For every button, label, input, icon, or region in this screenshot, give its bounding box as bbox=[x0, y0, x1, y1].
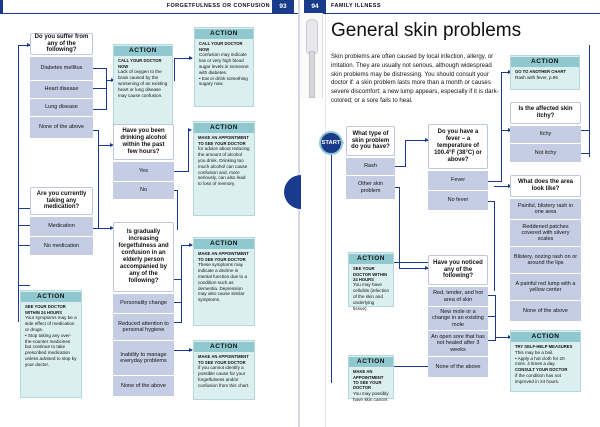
action-subheading: TRY SELF-HELP MEASURES bbox=[515, 344, 573, 350]
right-page-margin-rule bbox=[325, 14, 326, 427]
action-appointment-symptoms bbox=[193, 237, 255, 326]
action-appointment-unknown bbox=[193, 340, 255, 400]
connector-line bbox=[174, 58, 175, 81]
connector-line bbox=[93, 88, 107, 89]
connector-line bbox=[405, 140, 406, 167]
action-bullet: • Apply a hot cloth for 20 mins. 4 times a day. bbox=[515, 355, 565, 367]
action-heading: ACTION bbox=[195, 29, 253, 39]
connector-line bbox=[106, 68, 107, 110]
connector-line bbox=[495, 295, 496, 341]
option-not-itchy[interactable]: Not itchy bbox=[510, 143, 581, 162]
connector-line bbox=[494, 201, 495, 291]
option-silvery-scales[interactable]: Reddened patches covered with silvery scales bbox=[510, 219, 581, 246]
action-go-to-chart bbox=[510, 55, 580, 90]
option-personality-change[interactable]: Personality change bbox=[113, 293, 174, 313]
question-area-look: What does the area look like? bbox=[510, 175, 581, 197]
question-skin-problem: What type of skin problem do you have? bbox=[346, 126, 395, 156]
action-text: You may have cellulitis (infection of the skin and underlying tissue). bbox=[353, 282, 389, 311]
option-heart-disease[interactable]: Heart disease bbox=[30, 80, 93, 98]
action-text-consult: if the condition has not improved in 24 hours. bbox=[515, 372, 561, 384]
option-everyday-problems[interactable]: Inability to manage everyday problems bbox=[113, 340, 174, 375]
action-appointment-skin-cancer bbox=[348, 355, 394, 402]
option-alcohol-no[interactable]: No bbox=[113, 181, 174, 199]
connector-line bbox=[174, 171, 189, 172]
option-red-tender-skin[interactable]: Red, tender, and hot area of skin bbox=[428, 286, 488, 306]
thermometer-probe bbox=[309, 51, 315, 98]
connector-line bbox=[93, 109, 107, 110]
arrow-head bbox=[189, 56, 193, 60]
connector-line bbox=[93, 68, 107, 69]
question-suffer: Do you suffer from any of the following? bbox=[30, 33, 93, 55]
action-heading: ACTION bbox=[114, 46, 172, 56]
action-text: You may possibly have skin cancer. bbox=[353, 390, 389, 402]
option-other-skin-problem[interactable]: Other skin problem bbox=[346, 175, 395, 199]
action-subheading: CALL YOUR DOCTOR NOW bbox=[118, 58, 162, 69]
option-personal-hygiene[interactable]: Reduced attention to personal hygiene bbox=[113, 313, 174, 340]
action-subheading: MAKE AN APPOINTMENT TO SEE YOUR DOCTOR bbox=[353, 369, 384, 391]
action-text: These symptoms may indicate a decline in mental function due to a condition such as dementia. Depression may also cause similar symptoms. bbox=[198, 262, 248, 303]
page-title: General skin problems bbox=[331, 20, 522, 41]
option-none-suffer[interactable]: None of the above bbox=[30, 116, 93, 138]
intro-paragraph: Skin problems are often caused by local infection, allergy, or irritation. They are usually not serious, although widespread skin problems may be distressing. You should consult your doctor if: a skin problem lasts more than a month or causes severe discomfort; a new lump appears, especially if it is dark-colored; or a sore fails to heal. bbox=[331, 53, 499, 105]
connector-line bbox=[18, 45, 19, 322]
question-fever: Do you have a fever – a temperature of 100.4°F (38°C) or above? bbox=[428, 124, 488, 169]
action-heading: ACTION bbox=[194, 123, 254, 133]
action-bullet: • Eat or drink something sugary now. bbox=[199, 75, 248, 87]
option-new-mole[interactable]: New mole or a change in an existing mole bbox=[428, 306, 488, 330]
right-header-title: FAMILY ILLNESS bbox=[331, 3, 381, 9]
action-doctor-24h-cellulitis bbox=[348, 252, 394, 311]
option-red-lump[interactable]: A painful red lump with a yellow center bbox=[510, 273, 581, 300]
option-alcohol-yes[interactable]: Yes bbox=[113, 161, 174, 181]
action-self-help-boil bbox=[510, 330, 581, 392]
connector-line bbox=[181, 245, 182, 323]
left-header bbox=[0, 0, 270, 14]
action-subheading: MAKE AN APPOINTMENT TO SEE YOUR DOCTOR bbox=[198, 135, 249, 146]
start-marker: START bbox=[319, 131, 343, 155]
question-itchy: Is the affected skin itchy? bbox=[510, 102, 581, 124]
left-page-number: 93 bbox=[272, 0, 294, 14]
action-text: if you cannot identify a possible cause for your forgetfulness and/or confusion from this chart. bbox=[198, 365, 250, 388]
option-diabetes[interactable]: Diabetes mellitus bbox=[30, 56, 93, 80]
left-header-title: FORGETFULNESS OR CONFUSION bbox=[166, 3, 270, 9]
option-fever[interactable]: Fever bbox=[428, 170, 488, 190]
action-text: This may be a boil. bbox=[515, 349, 554, 355]
connector-line bbox=[177, 190, 178, 230]
thermometer-image bbox=[300, 13, 323, 98]
action-subheading: MAKE AN APPOINTMENT TO SEE YOUR DOCTOR bbox=[198, 251, 249, 262]
action-subheading: MAKE AN APPOINTMENT TO SEE YOUR DOCTOR bbox=[198, 354, 249, 365]
option-none-noticed[interactable]: None of the above bbox=[428, 356, 488, 377]
connector-line bbox=[581, 130, 590, 131]
question-noticed: Have you noticed any of the following? bbox=[428, 255, 488, 285]
thermometer-display bbox=[306, 19, 318, 55]
connector-line bbox=[399, 268, 428, 269]
connector-line bbox=[589, 45, 590, 157]
option-none-area[interactable]: None of the above bbox=[510, 300, 581, 321]
action-appointment-alcohol bbox=[193, 121, 255, 216]
option-open-sore[interactable]: An open sore that has not healed after 3 weeks bbox=[428, 330, 488, 356]
option-medication[interactable]: Medication bbox=[30, 216, 93, 236]
connector-line bbox=[488, 181, 502, 182]
action-text: Your symptoms may be a side effect of medication or drugs. bbox=[25, 315, 77, 332]
action-heading: ACTION bbox=[194, 342, 254, 352]
question-medication: Are you currently taking any medication? bbox=[30, 187, 93, 215]
option-no-medication[interactable]: No medication bbox=[30, 236, 93, 255]
question-gradual: Is gradually increasing forgetfulness and confusion in an elderly person accompanied by any of the following? bbox=[113, 222, 174, 292]
action-text: for advice about reducing the amount of alcohol you drink. Drinking too much alcohol can cause confusion and, more seriously, can also lead to loss of memory. bbox=[198, 146, 250, 187]
action-subheading: SEE YOUR DOCTOR WITHIN 24 HOURS bbox=[25, 304, 66, 315]
arrow-head bbox=[188, 128, 192, 132]
connector-line bbox=[399, 187, 400, 269]
action-text: Lack of oxygen to the brain caused by the worsening of an existing heart or lung disease may cause confusion. bbox=[118, 69, 168, 98]
action-bullet: • Stop taking any over-the-counter medicines but continue to take prescribed medication unless advised to stop by your doctor. bbox=[25, 332, 77, 368]
action-heading: ACTION bbox=[194, 239, 254, 249]
connector-line bbox=[18, 225, 30, 226]
right-header bbox=[331, 0, 531, 14]
action-subheading: SEE YOUR DOCTOR WITHIN 24 HOURS bbox=[353, 266, 388, 283]
action-heading: ACTION bbox=[349, 357, 393, 367]
action-heading: ACTION bbox=[511, 332, 580, 342]
option-lung-disease[interactable]: Lung disease bbox=[30, 98, 93, 116]
action-heading: ACTION bbox=[511, 57, 579, 67]
action-subheading: CALL YOUR DOCTOR NOW bbox=[199, 41, 243, 52]
connector-line bbox=[18, 245, 30, 246]
option-painful-blistery-rash[interactable]: Painful, blistery rash in one area bbox=[510, 198, 581, 219]
action-call-doctor-now-diabetes bbox=[194, 27, 254, 107]
connector-line bbox=[501, 72, 502, 182]
action-heading: ACTION bbox=[349, 254, 393, 264]
option-none-gradual[interactable]: None of the above bbox=[113, 375, 174, 396]
connector-line bbox=[18, 285, 30, 286]
connector-line bbox=[394, 262, 428, 263]
option-oozing-rash-lips[interactable]: Blistery, oozing rash on or around the lips bbox=[510, 246, 581, 273]
action-medication bbox=[20, 290, 82, 398]
connector-line bbox=[331, 143, 332, 383]
option-rash[interactable]: Rash bbox=[346, 157, 395, 175]
action-subheading: GO TO ANOTHER CHART bbox=[515, 69, 566, 75]
connector-line bbox=[394, 366, 428, 367]
page-tab-marker bbox=[284, 175, 301, 209]
option-itchy[interactable]: Itchy bbox=[510, 125, 581, 143]
action-heading: ACTION bbox=[21, 292, 81, 302]
right-page-number: 94 bbox=[304, 0, 326, 14]
question-alcohol: Have you been drinking alcohol within the past few hours? bbox=[113, 124, 174, 160]
option-no-fever[interactable]: No fever bbox=[428, 190, 488, 210]
connector-line bbox=[188, 130, 189, 172]
action-text: Rash with fever, p.96 bbox=[515, 74, 558, 80]
connector-line bbox=[581, 153, 590, 154]
action-text: Confusion may indicate low or very high blood sugar levels in someone with diabetes. bbox=[199, 52, 249, 75]
action-subheading-consult: CONSULT YOUR DOCTOR bbox=[515, 367, 568, 373]
